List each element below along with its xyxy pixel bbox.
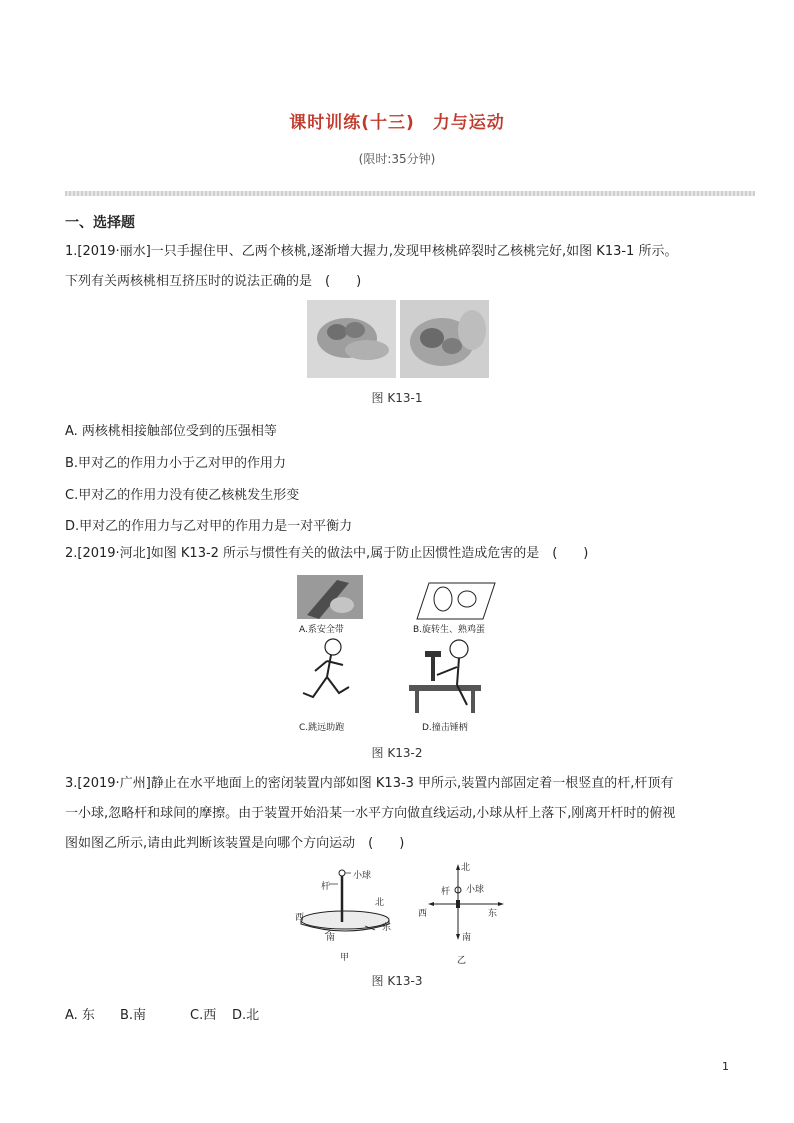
q3-yi-south-label: 南	[462, 933, 472, 943]
q1-stem-line1: 1.[2019·丽水]一只手握住甲、乙两个核桃,逐渐增大握力,发现甲核桃碎裂时乙核桃完好,如图 K13-1 所示。	[65, 244, 678, 259]
q3-stem-line2: 一小球,忽略杆和球间的摩擦。由于装置开始沿某一水平方向做直线运动,小球从杆上落下,刚离开杆时的俯视	[65, 806, 676, 821]
q3-stem-line3: 图如图乙所示,请由此判断该装置是向哪个方向运动 ( )	[65, 836, 405, 851]
q3-jia-caption: 甲	[340, 953, 350, 963]
q2-figure-caption: 图 K13-2	[371, 746, 423, 760]
page-title: 课时训练(十三) 力与运动	[289, 113, 505, 133]
q3-option-d: D.北	[232, 1008, 260, 1023]
divider	[65, 191, 755, 196]
time-limit: (限时:35分钟)	[358, 152, 436, 166]
q3-yi-caption: 乙	[457, 956, 467, 966]
q3-jia-south-label: 南	[326, 933, 336, 943]
q3-yi-north-label: 北	[461, 863, 471, 873]
q3-option-c: C.西	[190, 1008, 217, 1023]
q2-panel-b-label: B.旋转生、熟鸡蛋	[413, 625, 486, 635]
q3-figure-jia	[295, 860, 405, 960]
q3-stem-line1: 3.[2019·广州]静止在水平地面上的密闭装置内部如图 K13-3 甲所示,装置内部固定着一根竖直的杆,杆顶有	[65, 776, 674, 791]
q3-jia-north-label: 北	[375, 898, 385, 908]
q1-option-b: B.甲对乙的作用力小于乙对甲的作用力	[65, 456, 287, 471]
q2-panel-a-label: A.系安全带	[299, 625, 344, 635]
q1-figure-caption: 图 K13-1	[371, 391, 423, 405]
q3-yi-west-label: 西	[418, 909, 428, 919]
q3-jia-east-label: 东	[382, 923, 392, 933]
q3-yi-east-label: 东	[488, 909, 498, 919]
q1-option-d: D.甲对乙的作用力与乙对甲的作用力是一对平衡力	[65, 519, 353, 534]
section-heading: 一、选择题	[65, 215, 135, 231]
q3-jia-rod-label: 杆	[321, 882, 331, 892]
q2-panel-d-label: D.撞击锤柄	[422, 723, 468, 733]
q3-option-a: A. 东	[65, 1008, 95, 1023]
q3-figure-caption: 图 K13-3	[371, 974, 423, 988]
q2-stem: 2.[2019·河北]如图 K13-2 所示与惯性有关的做法中,属于防止因惯性造成危害的是 ( )	[65, 546, 589, 561]
q1-stem-line2: 下列有关两核桃相互挤压时的说法正确的是 ( )	[65, 274, 362, 289]
q3-jia-ball-label: 小球	[353, 871, 372, 881]
q2-figure	[297, 575, 497, 735]
page-number: 1	[722, 1060, 729, 1073]
q1-option-a: A. 两核桃相接触部位受到的压强相等	[65, 424, 277, 439]
q2-panel-c-label: C.跳远助跑	[299, 723, 345, 733]
q1-option-c: C.甲对乙的作用力没有使乙核桃发生形变	[65, 488, 300, 503]
q1-figure-photos	[307, 300, 489, 378]
q3-yi-ball-label: 小球	[466, 885, 485, 895]
q3-jia-west-label: 西	[295, 913, 305, 923]
q3-yi-rod-label: 杆	[441, 887, 451, 897]
q3-option-b: B.南	[120, 1008, 147, 1023]
